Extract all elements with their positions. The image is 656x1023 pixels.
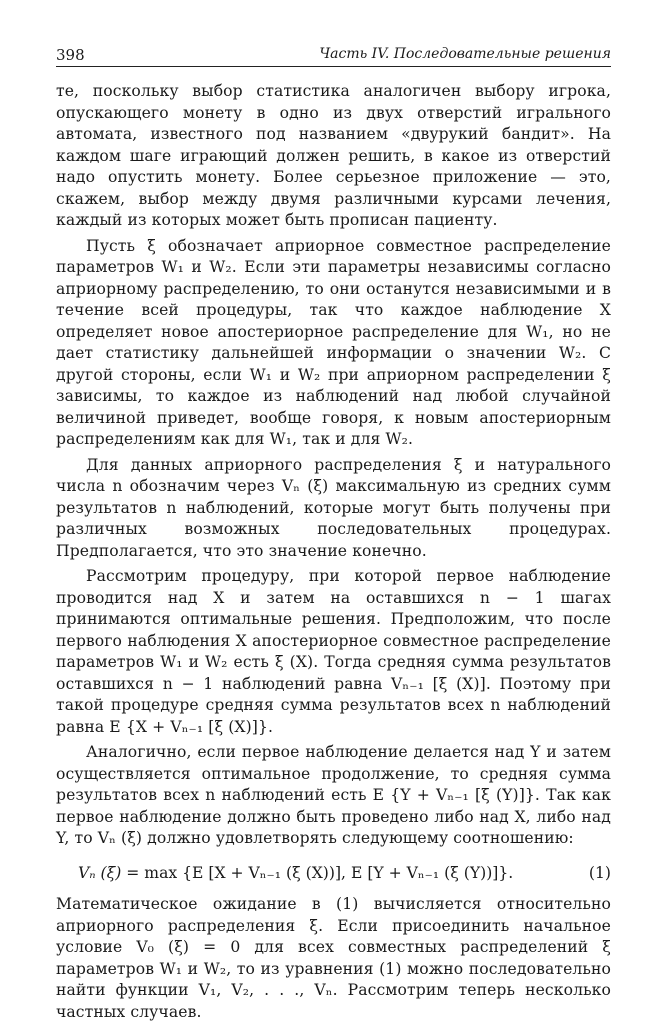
paragraph-1: те, поскольку выбор статистика аналогичен выбору игрока, опускающего монету в одно из двух отверстий игрального автомата, известного под названием «двурукий бандит». На каждом шаге играющий должен решить, в какое из отверстий надо опустить монету. Более серьезное приложение — это, скажем, выбор между двумя различными курсами лечения, каждый из которых может быть прописан пациенту. — [56, 82, 611, 229]
equation-lhs: Vₙ (ξ) — [78, 863, 122, 882]
paragraph-3: Для данных априорного распределения ξ и натурального числа n обозначим через Vₙ (ξ) максимальную из средних сумм результатов n наблюдений, которые могут быть получены при различных возможных последовательных процедурах. Предполагается, что это значение конечно. — [56, 455, 611, 560]
equation-rhs: = max {E [X + Vₙ₋₁ (ξ (X))], E [Y + Vₙ₋₁ (ξ (Y))]}. — [126, 863, 514, 882]
paragraph-6: Математическое ожидание в (1) вычисляется относительно априорного распределения ξ. Если присоединить начальное условие V₀ (ξ) = 0 для всех совместных распределений ξ параметров W₁ и W₂, то из уравнения (1) можно последовательно найти функции V₁, V₂, . . ., Vₙ. Рассмотрим теперь несколько частных случаев. — [56, 895, 611, 1021]
paragraph-4: Рассмотрим процедуру, при которой первое наблюдение проводится над X и затем на оставшихся n − 1 шагах принимаются оптимальные решения. Предположим, что после первого наблюдения X апостериорное совместное распределение параметров W₁ и W₂ есть ξ (X). Тогда средняя сумма результатов оставшихся n − 1 наблюдений равна Vₙ₋₁ [ξ (X)]. Поэтому при такой процедуре средняя сумма результатов всех n наблюдений равна E {X + Vₙ₋₁ [ξ (X)]}. — [56, 567, 611, 736]
page-number: 398 — [56, 46, 85, 64]
equation-number: (1) — [588, 863, 611, 882]
page-header — [56, 44, 611, 67]
running-head: Часть IV. Последовательные решения — [319, 46, 611, 62]
body-text — [56, 81, 611, 1023]
paragraph-5: Аналогично, если первое наблюдение делается над Y и затем осуществляется оптимальное продолжение, то средняя сумма результатов всех n наблюдений есть E {Y + Vₙ₋₁ [ξ (Y)]}. Так как первое наблюдение должно быть проведено либо над X, либо над Y, то Vₙ (ξ) должно удовлетворять следующему соотношению: — [56, 743, 611, 847]
equation-1 — [56, 862, 611, 885]
page — [56, 44, 611, 1023]
paragraph-2: Пусть ξ обозначает априорное совместное распределение параметров W₁ и W₂. Если эти параметры независимы согласно априорному распределению, то они останутся независимыми и в течение всей процедуры, так что каждое наблюдение X определяет новое апостериорное распределение для W₁, но не дает статистику дальнейшей информации о значении W₂. С другой стороны, если W₁ и W₂ при априорном распределении ξ зависимы, то каждое из наблюдений над любой случайной величиной приведет, вообще говоря, к новым апостериорным распределениям как для W₁, так и для W₂. — [56, 236, 611, 448]
equation-body — [78, 862, 513, 885]
